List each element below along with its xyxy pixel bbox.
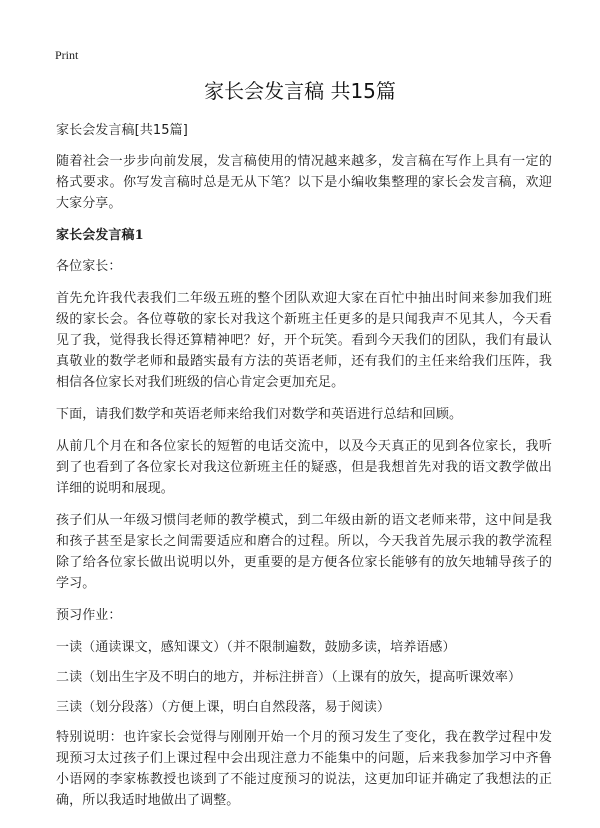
document-body: [56, 120, 552, 822]
preview-label: 预习作业：: [56, 608, 122, 623]
preview-step: 三读（划分段落）（方便上课，明白自然段落，易于阅读）: [56, 700, 391, 715]
body-paragraph: 孩子们从一年级习惯闫老师的教学模式，到二年级由新的语文老师来带，这中间是我和孩子甚至是家长之间需要适应和磨合的过程。所以，今天我首先展示我的教学流程除了给各位家长做出说明以外，更重要的是方便各位家长能够有的放矢地辅导孩子的学习。: [56, 513, 552, 591]
preview-step: 二读（划出生字及不明白的地方，并标注拼音）（上课有的放矢，提高听课效率）: [56, 670, 522, 685]
greeting: 各位家长：: [56, 259, 122, 274]
body-paragraph: 下面，请我们数学和英语老师来给我们对数学和英语进行总结和回顾。: [56, 407, 463, 422]
body-paragraph: 从前几个月在和各位家长的短暂的电话交流中，以及今天真正的见到各位家长，我听到了也看到了各位家长对我这位新班主任的疑惑，但是我想首先对我的语文教学做出详细的说明和展现。: [56, 439, 552, 496]
body-paragraph: 首先允许我代表我们二年级五班的整个团队欢迎大家在百忙中抽出时间来参加我们班级的家长会。各位尊敬的家长对我这个新班主任更多的是只闻我声不见其人，今天看见了我，觉得我长得还算精神吧？好，开个玩笑。看到今天我们的团队，我们有最认真敬业的数学老师和最踏实最有方法的英语老师，还有我们的主任来给我们压阵，我相信各位家长对我们班级的信心肯定会更加充足。: [56, 291, 552, 390]
page-title: 家长会发言稿 共15篇: [204, 79, 396, 103]
intro-paragraph: 随着社会一步步向前发展，发言稿使用的情况越来越多，发言稿在写作上具有一定的格式要求。你写发言稿时总是无从下笔？以下是小编收集整理的家长会发言稿，欢迎大家分享。: [56, 154, 552, 211]
preview-step: 一读（通读课文，感知课文）（并不限制遍数，鼓励多读，培养语感）: [56, 640, 456, 655]
print-link[interactable]: Print: [55, 48, 79, 62]
section-heading: 家长会发言稿1: [56, 228, 144, 243]
document-subtitle: 家长会发言稿[共15篇]: [56, 123, 188, 138]
special-note: 特别说明：也许家长会觉得与刚刚开始一个月的预习发生了变化，我在教学过程中发现预习太过孩子们上课过程中会出现注意力不能集中的问题，后来我参加学习中齐鲁小语网的李家栋教授也谈到了不能过度预习的说法，这更加印证并确定了我想法的正确，所以我适时地做出了调整。: [56, 730, 552, 808]
